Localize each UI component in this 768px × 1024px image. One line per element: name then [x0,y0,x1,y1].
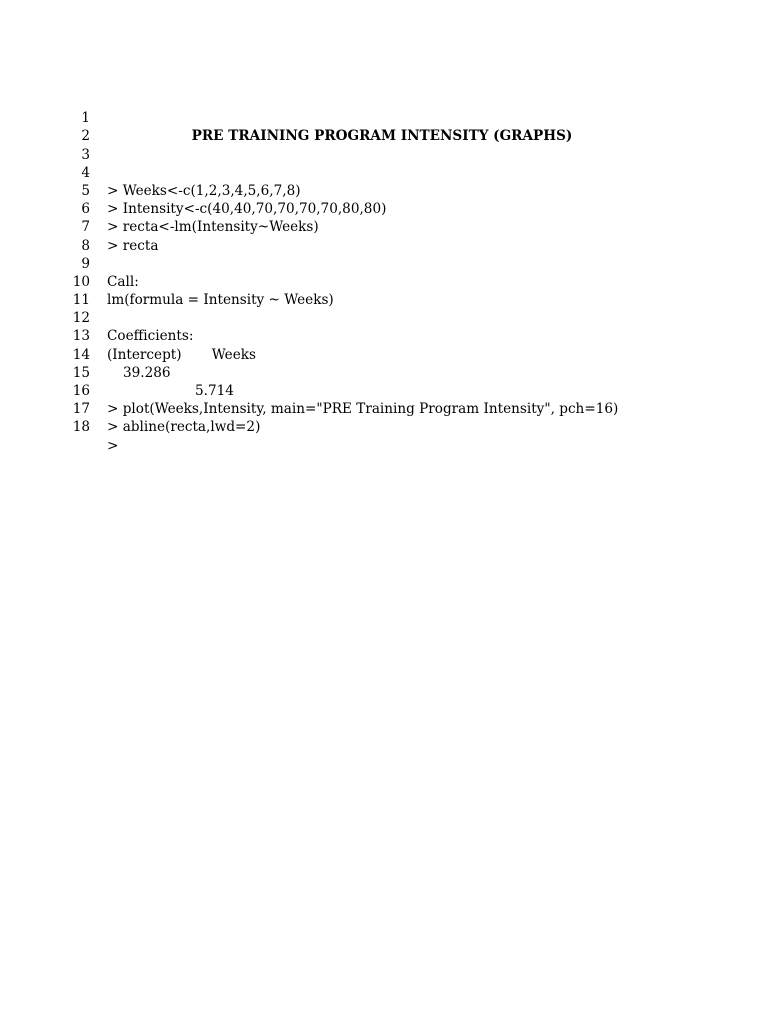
line-number: 4 [81,164,90,181]
code-line: > Weeks<-c(1,2,3,4,5,6,7,8) [107,182,301,199]
line-number: 1 [81,110,90,127]
output-line: lm(formula = Intensity ~ Weeks) [107,292,334,309]
line-number: 2 [81,128,90,145]
code-line: > plot(Weeks,Intensity, main="PRE Training Program Intensity", pch=16) [107,401,619,418]
code-line: > abline(recta,lwd=2) [107,419,261,436]
line-number: 7 [81,219,90,236]
line-number: 15 [72,364,90,381]
line-list [0,91,768,454]
document-line [0,127,768,163]
line-number: 9 [81,255,90,272]
output-line: Coefficients: [107,328,194,345]
intercept-value: 39.286 [123,364,171,381]
document-line [0,91,768,145]
coefficient-header: (Intercept) Weeks [107,346,256,363]
line-number: 14 [72,346,90,363]
code-line: > recta<-lm(Intensity~Weeks) [107,219,319,236]
line-number: 5 [81,182,90,199]
line-number: 6 [81,201,90,218]
document-title: PRE TRAINING PROGRAM INTENSITY (GRAPHS) [191,128,573,145]
prompt-line: > [107,437,119,454]
code-line: > recta [107,237,159,254]
code-line: > Intensity<-c(40,40,70,70,70,70,80,80) [107,201,387,218]
line-number: 8 [81,237,90,254]
line-number: 17 [72,401,90,418]
line-number: 12 [72,310,90,327]
line-number: 18 [72,419,90,436]
line-number: 10 [72,273,90,290]
line-number: 3 [81,146,90,163]
line-number: 16 [72,383,90,400]
output-line: Call: [107,273,139,290]
line-number: 11 [72,292,90,309]
weeks-coefficient-value: 5.714 [195,383,234,400]
document-line [0,146,768,199]
line-number: 13 [72,328,90,345]
